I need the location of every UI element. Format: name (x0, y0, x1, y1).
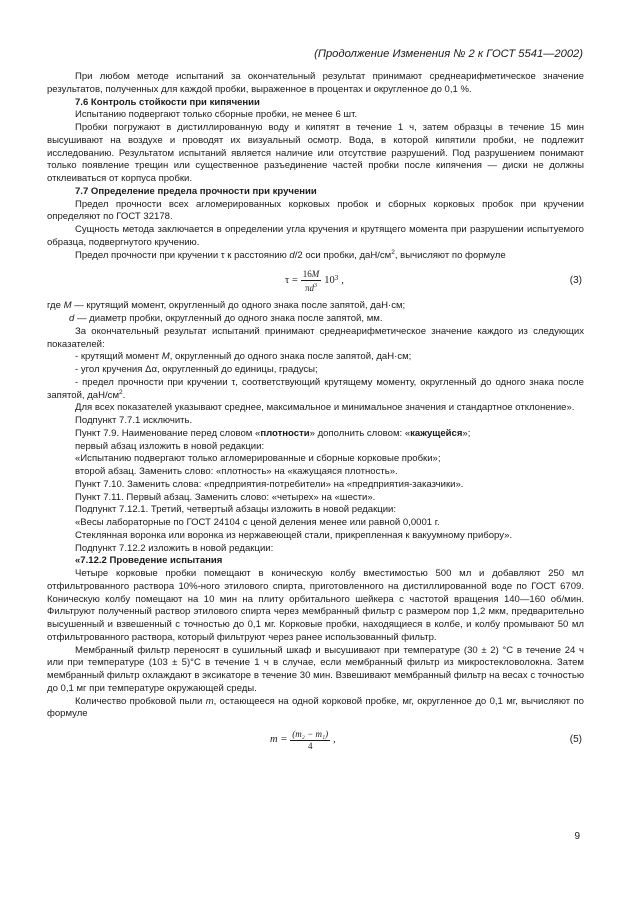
paragraph: Пункт 7.11. Первый абзац. Заменить слово: «четырех» на «шести». (75, 491, 376, 503)
paragraph: «Испытанию подвергают только агломерированные и сборные корковые пробки»; (75, 453, 441, 465)
formula-3 (47, 262, 584, 300)
paragraph: При любом методе испытаний за окончательный результат принимают среднеарифметическое значение результатов, полученных для каждой пробки, выраженное в процентах и округленное до 0,1 %. (47, 71, 584, 95)
paragraph: Пункт 7.10. Заменить слова: «предприятия-потребители» на «предприятия-заказчики». (75, 478, 464, 490)
paragraph: Четыре корковые пробки помещают в коническую колбу вместимостью 500 мл и добавляют 250 мл отфильтрованного раствора 10%-ного этилового спирта, приготовленного на дистиллированной воде по ГОСТ 6709. Коническую колбу помещают на 10 мин на плиту орбитального шейкера с частотой вращения 140—160 об/мин. Фильтруют полученный раствор этилового спирта через мембранный фильтр с размером пор 1,2 мкм, предварительно высушенный и взвешенный с точностью до 0,1 мг. Корковые пробки, находящиеся в колбе, и колбу промывают 50 мл отфильтрованного раствора, который фильтруют через ранее использованный фильтр. (47, 568, 584, 643)
paragraph: Предел прочности всех агломерированных корковых пробок и сборных корковых пробок при кручении определяют по ГОСТ 32178. (47, 198, 584, 223)
paragraph: Мембранный фильтр переносят в сушильный шкаф и высушивают при температуре (30 ± 2) °С в течение 24 ч или при температуре (103 ± 5)°С в течение 1 ч в случае, если мембранный фильтр из микростекловолокна. Затем мембранный фильтр охлаждают в эксикаторе в течение 30 мин. Взвешивают мембранный фильтр на весах с точностью до 0,1 мг при температуре окружающей среды. (47, 644, 584, 694)
formula-3-number: (3) (569, 274, 582, 286)
paragraph: Подпункт 7.7.1 исключить. (75, 415, 193, 426)
where-clause-d: d — диаметр пробки, округленный до одного знака после запятой, мм. (69, 313, 383, 324)
paragraph: Сущность метода заключается в определении угла кручения и крутящего момента при разрушении испытуемого образца, подвергнутого кручению. (47, 224, 584, 248)
paragraph: За окончательный результат испытаний принимают среднеарифметическое значение каждого из следующих показателей: (47, 325, 584, 350)
paragraph: «Весы лабораторные по ГОСТ 24104 с ценой деления менее или равной 0,0001 г. (75, 517, 440, 528)
paragraph: Стеклянная воронка или воронка из нержавеющей стали, прикрепленная к вакуумному прибору». (75, 529, 513, 541)
paragraph: Для всех показателей указывают среднее, максимальное и минимальное значения и стандартное отклонение». (75, 402, 575, 414)
formula-5-number: (5) (569, 733, 582, 745)
formula-5-fraction: $\frac{\text{(m₂ − m₁)}}{4}$ (292, 728, 329, 751)
section-heading-7-12-2: «7.12.2 Проведение испытания (75, 555, 223, 567)
paragraph: Подпункт 7.12.2 изложить в новой редакции: (75, 542, 274, 554)
paragraph: Пробки погружают в дистиллированную воду и кипятят в течение 1 ч, затем образцы в течение 15 мин высушивают на воздухе и проводят их визуальный осмотр. Вода, в которой кипятили пробки, не подлежит исследованию. Результатом испытаний является наличие или отсутствие разрушений. Под разрушением понимают только появление трещин или существенное разъединение частей пробки после кипячения — диски не должны отклеиваться от корпуса пробки. (47, 122, 584, 184)
paragraph: первый абзац изложить в новой редакции: (75, 440, 265, 452)
list-item: - крутящий момент M, округленный до одного знака после запятой, даН·см; (75, 351, 412, 363)
formula-3-fraction: $\frac{16M}{\pi d^3}$ (302, 268, 320, 293)
formula-5-expression: m = $\frac{\text{(m₂ − m₁)}}{4}$ , (270, 728, 336, 751)
paragraph: Подпункт 7.12.1. Третий, четвертый абзацы изложить в новой редакции: (75, 504, 397, 516)
list-item: - предел прочности при кручении τ, соответствующий крутящему моменту, округленный до одного знака после запятой, даН/$см^2$. (47, 376, 584, 401)
where-clause-m: где M — крутящий момент, округленный до одного знака после запятой, даН·см; (47, 300, 406, 312)
paragraph: Испытанию подвергают только сборные пробки, не менее 6 шт. (75, 109, 358, 121)
paragraph: Пункт 7.9. Наименование перед словом «плотности» дополнить словом: «кажущейся»; (75, 427, 471, 439)
formula-5 (47, 721, 584, 759)
list-item: - угол кручения Δα, округленный до единицы, градусы; (75, 364, 318, 375)
paragraph: Предел прочности при кручении τ к расстоянию d/2 оси пробки, даН/$см^2$, вычисляют по формуле (75, 248, 506, 261)
page-header: (Продолжение Изменения № 2 к ГОСТ 5541—2002) (314, 48, 583, 60)
formula-3-expression: τ = $\frac{16M}{\pi d^3}$ 10 $^3$ , (285, 268, 344, 293)
document-body (47, 71, 584, 759)
paragraph: Количество пробковой пыли m, остающееся на одной корковой пробке, мг, округленное до 0,1 мг, вычисляют по формуле (47, 695, 584, 720)
paragraph: второй абзац. Заменить слово: «плотность» на «кажущаяся плотность». (75, 466, 398, 477)
section-heading-7-7: 7.7 Определение предела прочности при кручении (75, 185, 317, 197)
page-number: 9 (574, 831, 580, 842)
section-heading-7-6: 7.6 Контроль стойкости при кипячении (75, 96, 260, 108)
